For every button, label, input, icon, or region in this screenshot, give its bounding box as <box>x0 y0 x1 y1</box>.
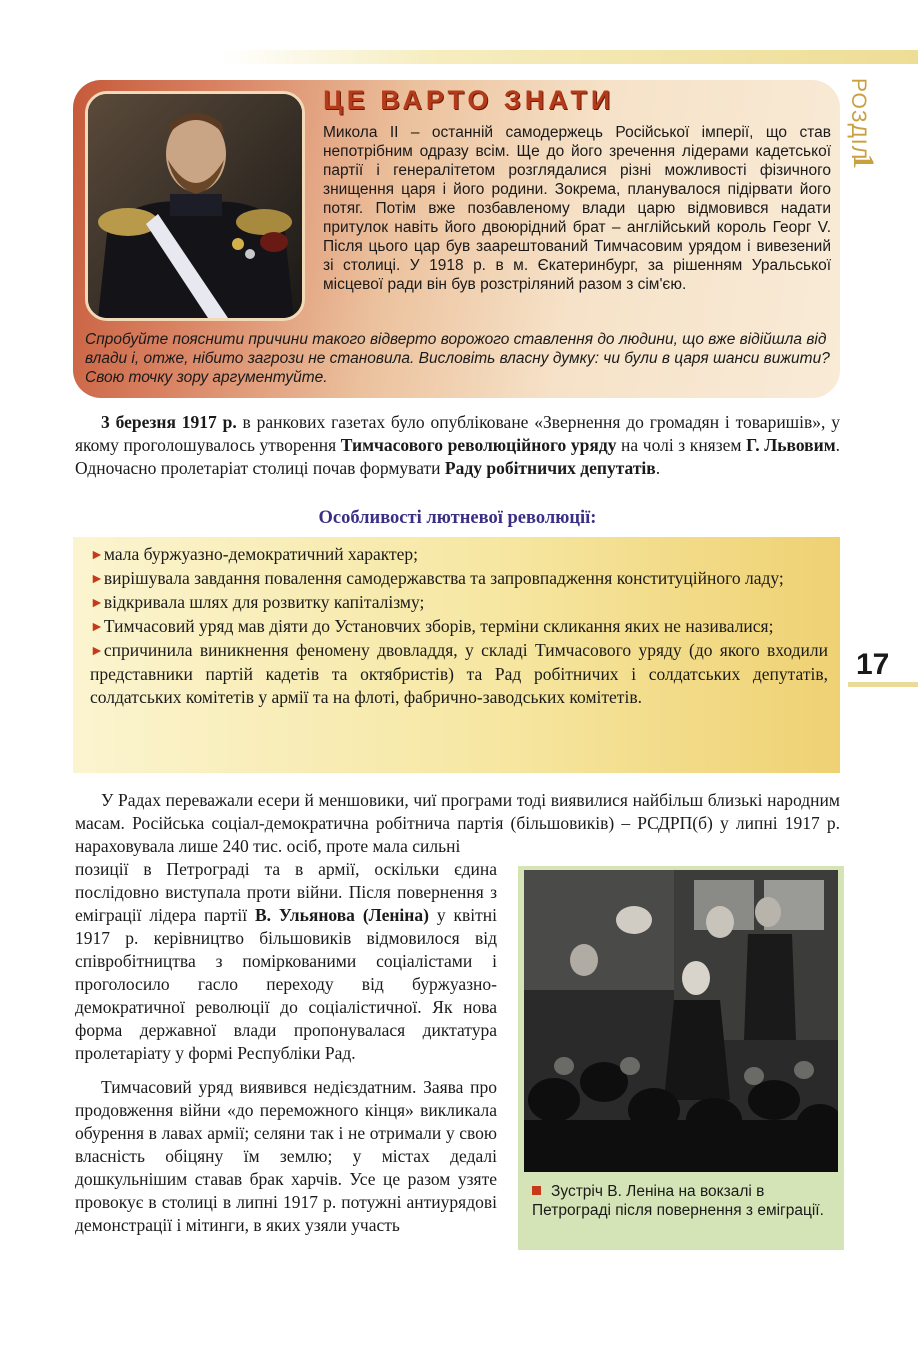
paragraph-3-text-b: у квітні 1917 р. керівництво більшовиків відмовилося від співробітництва з поміркованими соціалістами і проголосило гасло переходу від буржуазно-демократичної революції до соціалістичної. Як нова форма державної влади пропонувалася диктатура пролетаріату у формі Республіки Рад. <box>75 905 497 1063</box>
caption-bullet-icon <box>532 1186 541 1195</box>
paragraph-2 <box>75 789 840 858</box>
feature-item-text: вирішувала завдання повалення самодержавства та запровпадження конституційного ладу; <box>103 568 784 588</box>
paragraph-3 <box>75 858 497 1065</box>
arrow-bullet-icon: ► <box>90 644 104 659</box>
paragraph-1-text-c: . Одночасно пролетаріат столиці почав формувати <box>75 435 840 478</box>
workers-council-term: Раду робітничих депутатів <box>444 458 656 478</box>
lenin-name: В. Ульянова (Леніна) <box>254 905 429 925</box>
page-number-bar <box>848 682 918 687</box>
paragraph-1 <box>75 411 840 480</box>
feature-item <box>90 639 828 709</box>
date-text: 3 березня 1917 р. <box>101 412 237 432</box>
portrait-image <box>85 91 305 321</box>
photo-caption-text: Зустріч В. Леніна на вокзалі в Петрограді після повернення з еміграції. <box>532 1183 824 1219</box>
feature-item <box>90 615 828 639</box>
section-label-number: 1 <box>847 154 880 169</box>
paragraph-4-text: Тимчасовий уряд виявився недієздатним. Заява про продовження війни «до переможного кінця» викликала обурення в лавах армії; селяни так і не отримали у свою власність обіцяну їм землю; у містах дедалі дошкульнішим ставав брак харчів. Усе це разом узяте провокує в столиці в липні 1917 р. потужні антиурядові демонстрації і мітинги, в яких узяли участь <box>75 1077 497 1235</box>
top-decorative-bar <box>220 50 918 64</box>
feature-item <box>90 567 828 591</box>
paragraph-1-text-a: в ранкових газетах було опубліковане «Звернення до громадян і товаришів», у якому проголошувалось утворення <box>75 412 840 455</box>
paragraph-1-text-b: на чолі з князем <box>616 435 747 455</box>
fact-box-question: Спробуйте пояснити причини такого відверто ворожого ставлення до людини, що вже відійшла від влади і, отже, нібито загрози не становила. Висловіть власну думку: чи були в царя шанси вижити? Свою точку зору аргументуйте. <box>85 331 830 386</box>
feature-item <box>90 543 828 567</box>
section-label-word: РОЗДІЛ <box>847 78 870 161</box>
arrow-bullet-icon: ► <box>90 548 104 563</box>
paragraph-1-text-d: . <box>655 458 661 478</box>
paragraph-3-text-a: позиції в Петрограді та в армії, оскільки єдина послідовно виступала проти війни. Після повернення з еміграції лідера партії <box>75 859 497 925</box>
feature-item-text: Тимчасовий уряд мав діяти до Установчих зборів, терміни скликання яких не називалися; <box>103 616 774 636</box>
lvov-name: Г. Львовим <box>746 435 836 455</box>
fact-box-title: ЦЕ ВАРТО ЗНАТИ <box>323 85 615 115</box>
arrow-bullet-icon: ► <box>90 572 104 587</box>
paragraph-2-text: У Радах переважали есери й меншовики, чиї програми тоді виявилися найбільш близькі народним масам. Російська соціал-демократична робітнича партія (більшовиків) – РСДРП(б) у липні 1917 р. нараховувала лише 240 тис. осіб, проте мала сильні <box>75 790 840 856</box>
features-list <box>90 543 828 709</box>
feature-item-text: спричинила виникнення феномену двовладдя, у складі Тимчасового уряду (до якого входили представники партій кадетів та октябристів) та Рад робітничих і солдатських депутатів, солдатських комітетів у армії та на флоті, фабрично-заводських комітетів. <box>90 640 828 707</box>
lenin-station-photo <box>524 870 838 1172</box>
fact-box-text: Микола ІІ – останній самодержець Російської імперії, що став непотрібним одразу всім. Ще до його зречення лідерами кадетської партії і генералітетом розглядалися різні можливості фізичного знищення царя і його родини. Зокрема, планувалося підірвати його потяг. Потім вже позбавленому влади царю відмовився надати притулок навіть його двоюрідний брат – англійський король Георг V. Після цього цар був заарештований Тимчасовим урядом і вивезений зі столиці. У 1918 р. в м. Єкатеринбург, за рішенням Уральської місцевої ради він був розстріляний разом з сім'єю. <box>323 124 831 293</box>
feature-item-text: мала буржуазно-демократичний характер; <box>103 544 419 564</box>
provisional-government-term: Тимчасового революційного уряду <box>340 435 617 455</box>
feature-item-text: відкривала шлях для розвитку капіталізму; <box>103 592 425 612</box>
paragraph-4 <box>75 1076 497 1237</box>
features-heading: Особливості лютневої революції: <box>318 508 597 528</box>
arrow-bullet-icon: ► <box>90 596 104 611</box>
feature-item <box>90 591 828 615</box>
photo-caption <box>532 1182 837 1220</box>
page-number: 17 <box>856 648 890 681</box>
arrow-bullet-icon: ► <box>90 620 104 635</box>
section-label <box>846 78 882 188</box>
